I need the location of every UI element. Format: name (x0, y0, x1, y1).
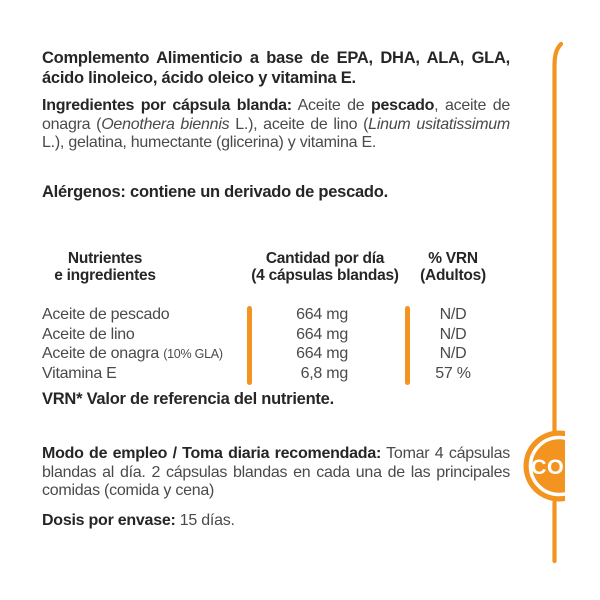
right-border-upper-segment (555, 44, 562, 431)
nutrient-name: Vitamina E (42, 364, 117, 382)
table-header-line: e ingredientes (54, 266, 156, 284)
table-header-amount (234, 251, 416, 284)
intro-paragraph: Complemento Alimenticio a base de EPA, DHA, ALA, GLA, ácido linoleico, ácido oleico y vitamina E. (42, 49, 510, 87)
badge-circle (523, 430, 565, 502)
badge-text: CO (531, 455, 565, 479)
table-row (42, 344, 500, 364)
table-header-line: (4 cápsulas blandas) (251, 266, 399, 284)
ingredients-text: Aceite de (291, 97, 371, 114)
table-row (42, 325, 500, 345)
ingredients-paragraph (42, 97, 510, 153)
nutrient-amount: 664 mg (296, 325, 348, 343)
table-header-line: Cantidad por día (265, 250, 385, 267)
nutrient-vrn: N/D (439, 325, 467, 343)
latin-name: Oenothera biennis (101, 115, 230, 133)
table-header-line: Nutrientes (67, 250, 143, 267)
table-row (42, 305, 500, 325)
nutrient-amount: 664 mg (296, 345, 348, 362)
table-header-nutrients (30, 251, 180, 284)
dose-heading: Dosis por envase: (42, 512, 176, 529)
usage-heading: Modo de empleo / Toma diaria recomendada: (42, 445, 382, 462)
table-header-vrn (405, 251, 501, 284)
nutrient-vrn: 57 % (435, 364, 471, 382)
table-header-line: (Adultos) (420, 266, 486, 284)
dose-text: 15 días. (175, 512, 235, 529)
vrn-note: VRN* Valor de referencia del nutriente. (42, 390, 334, 408)
allergens-line: Alérgenos: contiene un derivado de pescado. (42, 183, 388, 201)
dose-line (42, 512, 510, 530)
ingredients-bold-word: pescado (371, 97, 435, 114)
ingredients-text: L.), aceite de lino ( (229, 115, 369, 133)
nutrient-vrn: N/D (439, 306, 467, 323)
certification-badge (523, 430, 565, 502)
table-row (42, 364, 500, 384)
nutrient-vrn: N/D (439, 345, 467, 362)
table-header-line: % VRN (428, 250, 478, 267)
nutrition-table (42, 305, 500, 383)
usage-paragraph (42, 445, 510, 501)
latin-name: Linum usitatissimum (368, 115, 510, 133)
nutrient-name: Aceite de lino (42, 325, 135, 343)
nutrient-name: Aceite de pescado (42, 306, 170, 323)
ingredients-text: L.), gelatina, humectante (glicerina) y vitamina E. (42, 134, 377, 151)
nutrient-note: (10% GLA) (163, 347, 223, 361)
ingredients-text: , aceite de onagra ( (42, 97, 511, 133)
ingredients-heading: Ingredientes por cápsula blanda: (42, 97, 292, 114)
nutrient-name: Aceite de onagra (42, 345, 159, 362)
usage-text: Tomar 4 cápsulas blandas al día. 2 cápsulas blandas en cada una de las principales comidas (comida y cena) (42, 445, 510, 499)
nutrient-amount: 664 mg (296, 306, 348, 323)
nutrient-amount: 6,8 mg (300, 364, 348, 382)
